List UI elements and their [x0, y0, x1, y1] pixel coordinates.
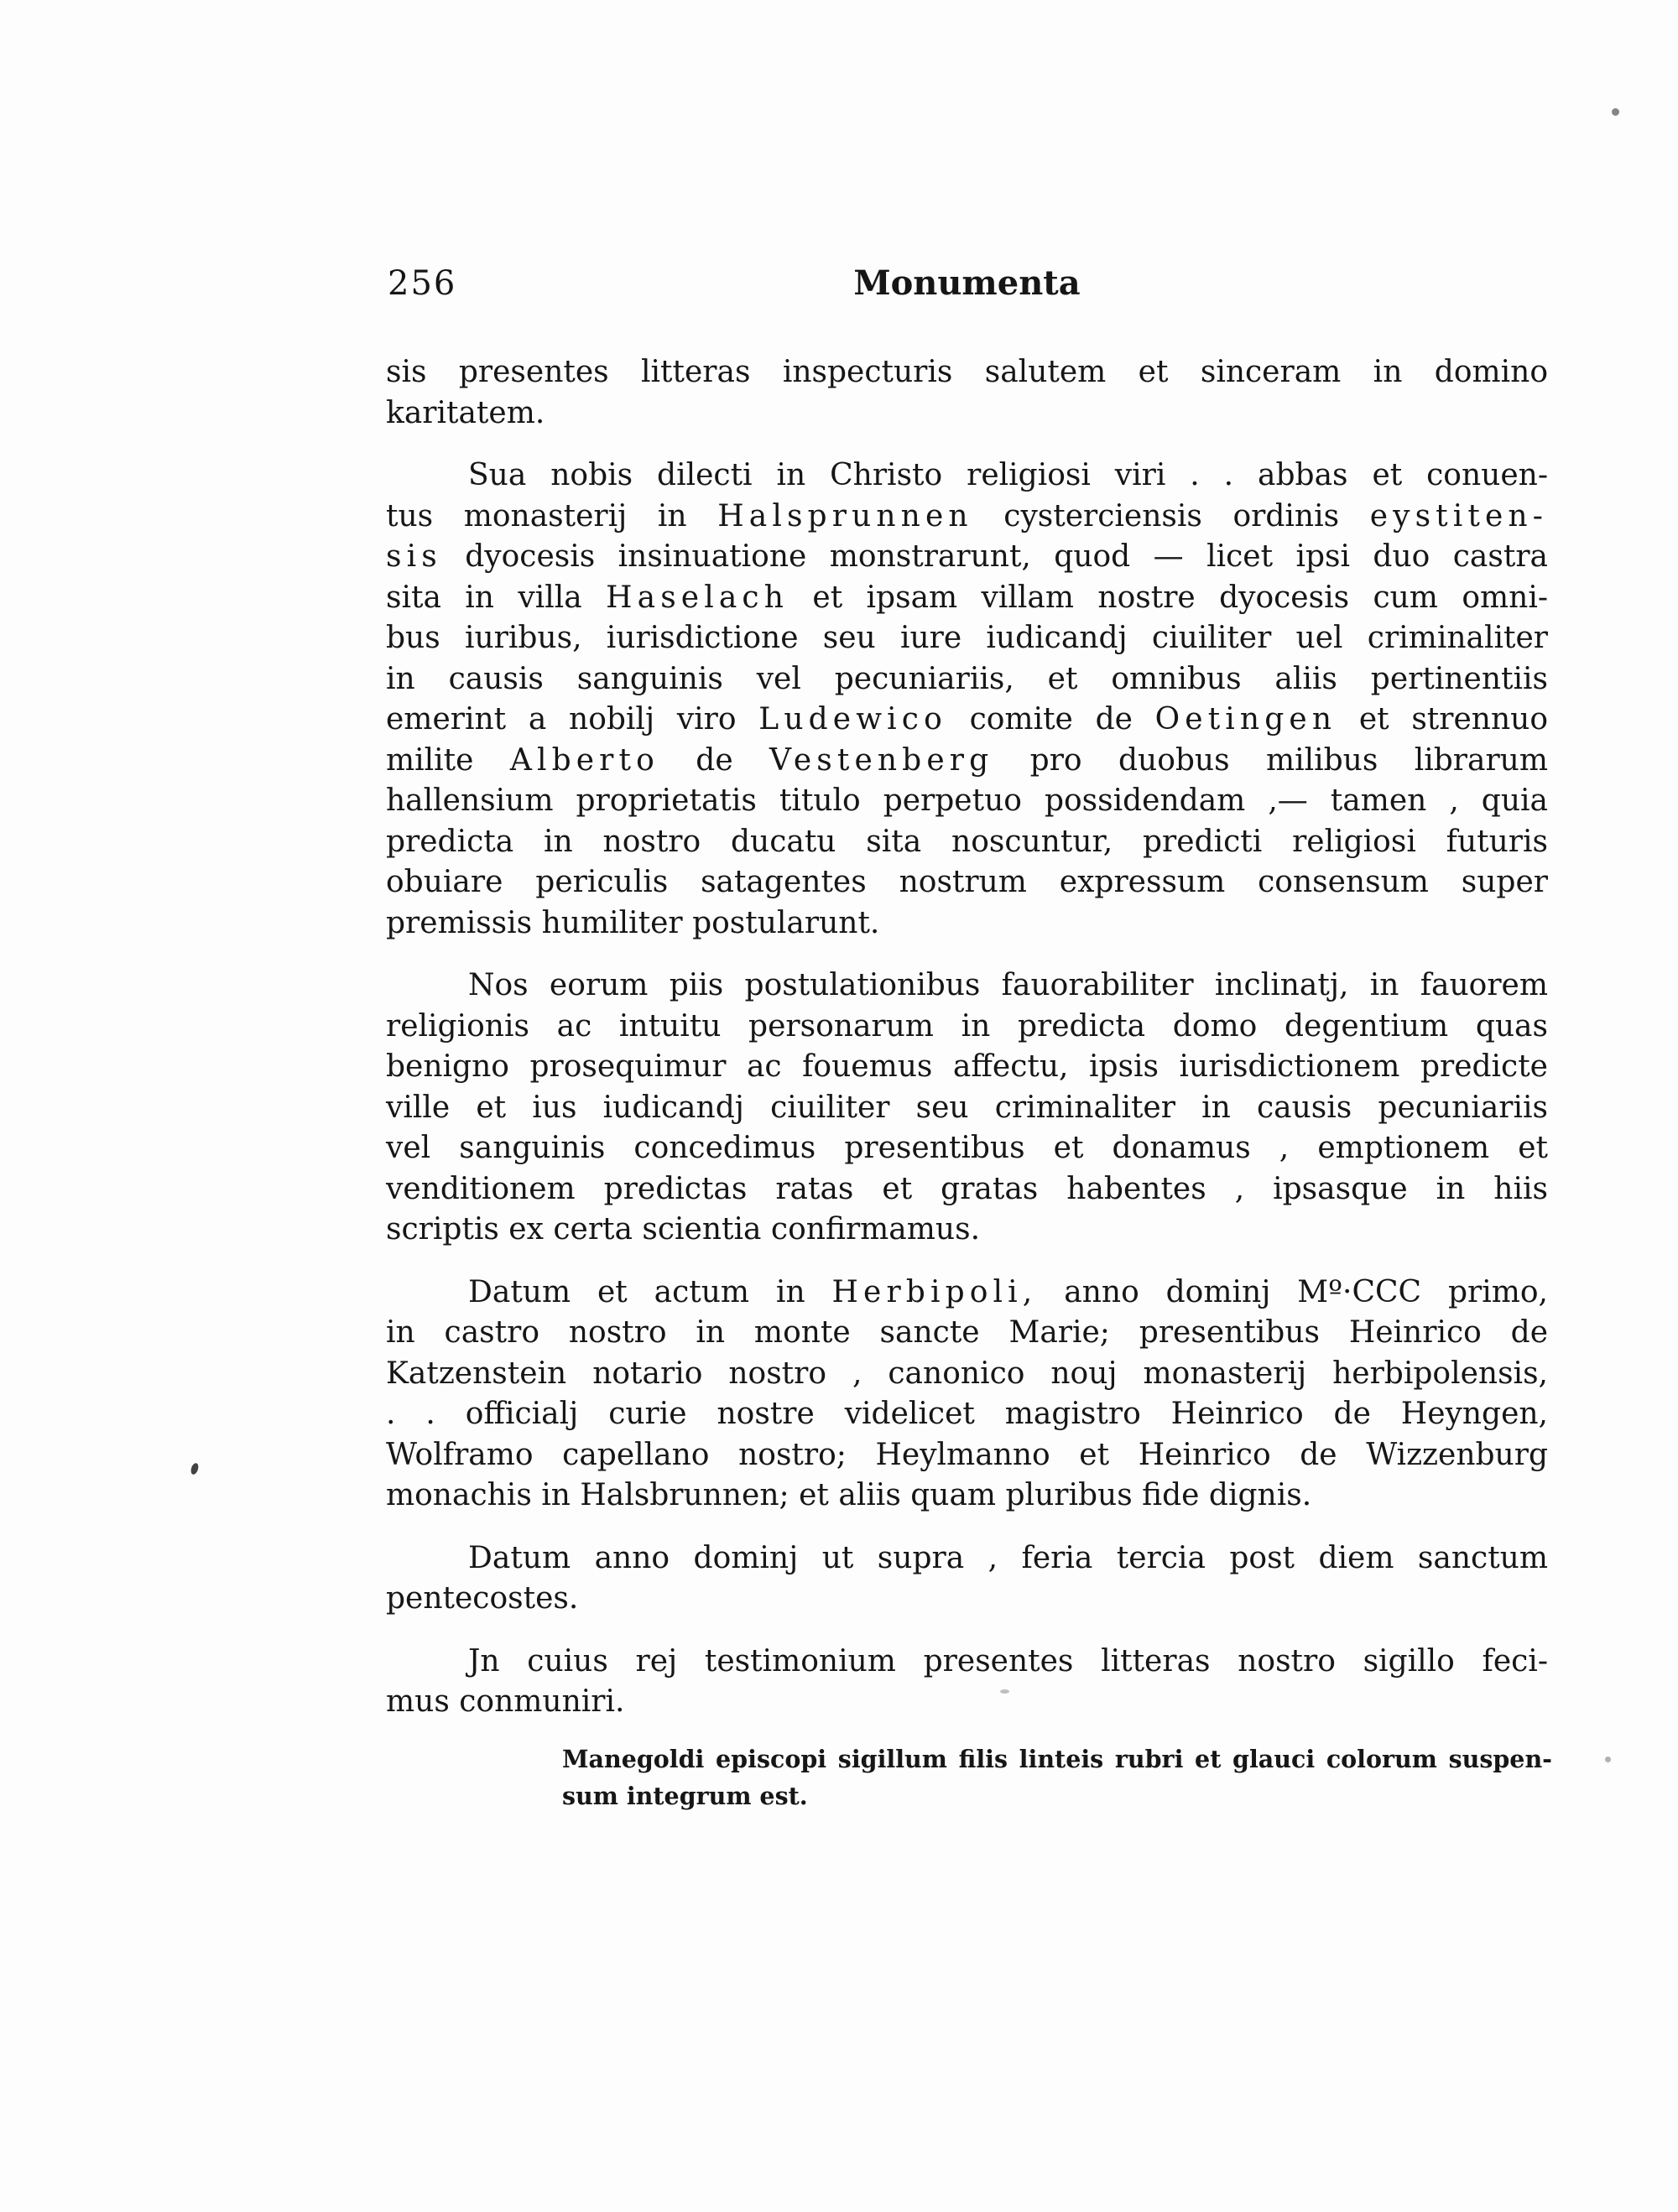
text-segment: hallensium proprietatis titulo perpetuo possidendam ,— tamen , quia [386, 783, 1548, 818]
text-segment: sum integrum est. [562, 1782, 808, 1810]
text-line [386, 1128, 1548, 1169]
text-line [386, 1538, 1548, 1580]
text-segment: emerint a nobilj viro [386, 702, 759, 736]
text-segment: sis presentes litteras inspecturis salutem et sinceram in domino [386, 355, 1548, 389]
ink-speck [1000, 1689, 1009, 1694]
text-line [386, 1088, 1548, 1129]
text-line [386, 659, 1548, 700]
text-segment: milite [386, 742, 510, 778]
text-line [386, 352, 1548, 393]
seal-note [562, 1741, 1552, 1814]
text-segment: comite de [946, 702, 1155, 736]
text-line [386, 1273, 1548, 1314]
paragraph [386, 352, 1548, 434]
letterspaced-word: Alberto [509, 742, 659, 778]
page-number: 256 [388, 264, 457, 303]
text-segment: monachis in Halsbrunnen; et aliis quam pluribus fide dignis. [386, 1478, 1312, 1512]
text-segment: sita in villa [386, 580, 607, 615]
letterspaced-word: Haselach [606, 580, 789, 615]
paragraph [386, 1273, 1548, 1517]
text-line [386, 1210, 1548, 1251]
text-segment: in causis sanguinis vel pecuniariis, et omnibus aliis pertinentiis [386, 661, 1548, 696]
text-line [386, 497, 1548, 538]
text-line [386, 862, 1548, 903]
text-segment: mus conmuniri. [386, 1684, 625, 1719]
text-segment: Katzenstein notario nostro , canonico nouj monasterij herbipolensis, [386, 1356, 1548, 1391]
text-segment: bus iuribus, iurisdictione seu iure iudicandj ciuiliter uel criminaliter [386, 621, 1548, 655]
text-segment: predicta in nostro ducatu sita noscuntur, predicti religiosi futuris [386, 824, 1548, 859]
text-segment: karitatem. [386, 395, 545, 430]
letterspaced-word: eystiten- [1369, 498, 1548, 533]
text-segment: venditionem predictas ratas et gratas habentes , ipsasque in hiis [386, 1171, 1548, 1206]
text-line [386, 618, 1548, 659]
text-line [386, 822, 1548, 863]
text-line [386, 1682, 1548, 1723]
text-segment: pro duobus milibus librarum [993, 742, 1548, 778]
text-segment: et ipsam villam nostre dyocesis cum omni- [789, 580, 1548, 615]
text-line [386, 1354, 1548, 1395]
letterspaced-word: Oetingen [1154, 702, 1337, 736]
text-segment: ville et ius iudicandj ciuiliter seu criminaliter in causis pecuniariis [386, 1090, 1548, 1125]
text-line [386, 537, 1548, 578]
text-segment: . . officialj curie nostre videlicet magistro Heinrico de Heyngen, [386, 1397, 1548, 1431]
page-header [386, 262, 1548, 305]
text-segment: Wolframo capellano nostro; Heylmanno et Heinrico de Wizzenburg [386, 1437, 1548, 1472]
text-line [386, 393, 1548, 435]
text-line [386, 1435, 1548, 1476]
paragraph [386, 455, 1548, 944]
text-line [386, 578, 1548, 619]
note-line [562, 1777, 1552, 1814]
text-line [386, 455, 1548, 497]
paragraph [386, 1642, 1548, 1723]
text-segment: dyocesis insinuatione monstrarunt, quod — licet ipsi duo castra [441, 539, 1548, 574]
text-line [386, 1047, 1548, 1088]
text-segment: premissis humiliter postularunt. [386, 905, 880, 940]
text-line [386, 700, 1548, 741]
text-segment: Datum anno dominj ut supra , feria tercia post diem sanctum [468, 1540, 1548, 1575]
text-segment: Nos eorum piis postulationibus fauorabiliter inclinatj, in fauorem [468, 968, 1548, 1002]
letterspaced-word: Halsprunnen [717, 498, 973, 533]
letterspaced-word: Ludewico [758, 702, 947, 736]
text-line [386, 965, 1548, 1007]
letterspaced-word: Vestenberg [769, 742, 994, 778]
paragraph [386, 965, 1548, 1251]
ink-speck [1612, 108, 1619, 116]
text-segment: pentecostes. [386, 1581, 579, 1616]
text-segment: Sua nobis dilecti in Christo religiosi viri . . abbas et conuen- [468, 458, 1548, 492]
text-line [386, 1476, 1548, 1517]
text-line [386, 1394, 1548, 1435]
ink-speck [1605, 1757, 1611, 1762]
text-segment: Jn cuius rej testimonium presentes litteras nostro sigillo feci- [468, 1643, 1548, 1679]
text-segment: cysterciensis ordinis [972, 498, 1370, 533]
text-line [386, 1642, 1548, 1683]
letterspaced-word: Herbipoli, [831, 1274, 1038, 1309]
text-segment: de [659, 742, 770, 778]
text-segment: in castro nostro in monte sancte Marie; presentibus Heinrico de [386, 1315, 1548, 1350]
text-segment: Manegoldi episcopi sigillum filis linteis rubri et glauci colorum suspen- [562, 1745, 1552, 1773]
body-text [386, 352, 1548, 1723]
text-line [386, 1579, 1548, 1620]
note-line [562, 1741, 1552, 1777]
text-segment: tus monasterij in [386, 498, 718, 533]
text-line [386, 781, 1548, 822]
text-segment: vel sanguinis concedimus presentibus et donamus , emptionem et [386, 1131, 1548, 1165]
text-segment: obuiare periculis satagentes nostrum expressum consensum super [386, 865, 1548, 899]
text-line [386, 1169, 1548, 1210]
paragraph [386, 1538, 1548, 1620]
text-segment: anno dominj Mº·CCC primo, [1037, 1274, 1548, 1309]
text-segment: scriptis ex certa scientia confirmamus. [386, 1212, 981, 1247]
text-line [386, 1007, 1548, 1048]
text-segment: benigno prosequimur ac fouemus affectu, ipsis iurisdictionem predicte [386, 1049, 1548, 1084]
text-segment: et strennuo [1337, 702, 1549, 736]
ink-speck [190, 1462, 200, 1476]
text-line [386, 1313, 1548, 1354]
text-segment: Datum et actum in [468, 1274, 832, 1309]
letterspaced-word: sis [386, 539, 442, 574]
text-line [386, 903, 1548, 945]
running-title: Monumenta [853, 263, 1081, 303]
text-line [386, 741, 1548, 782]
text-segment: religionis ac intuitu personarum in predicta domo degentium quas [386, 1008, 1548, 1044]
